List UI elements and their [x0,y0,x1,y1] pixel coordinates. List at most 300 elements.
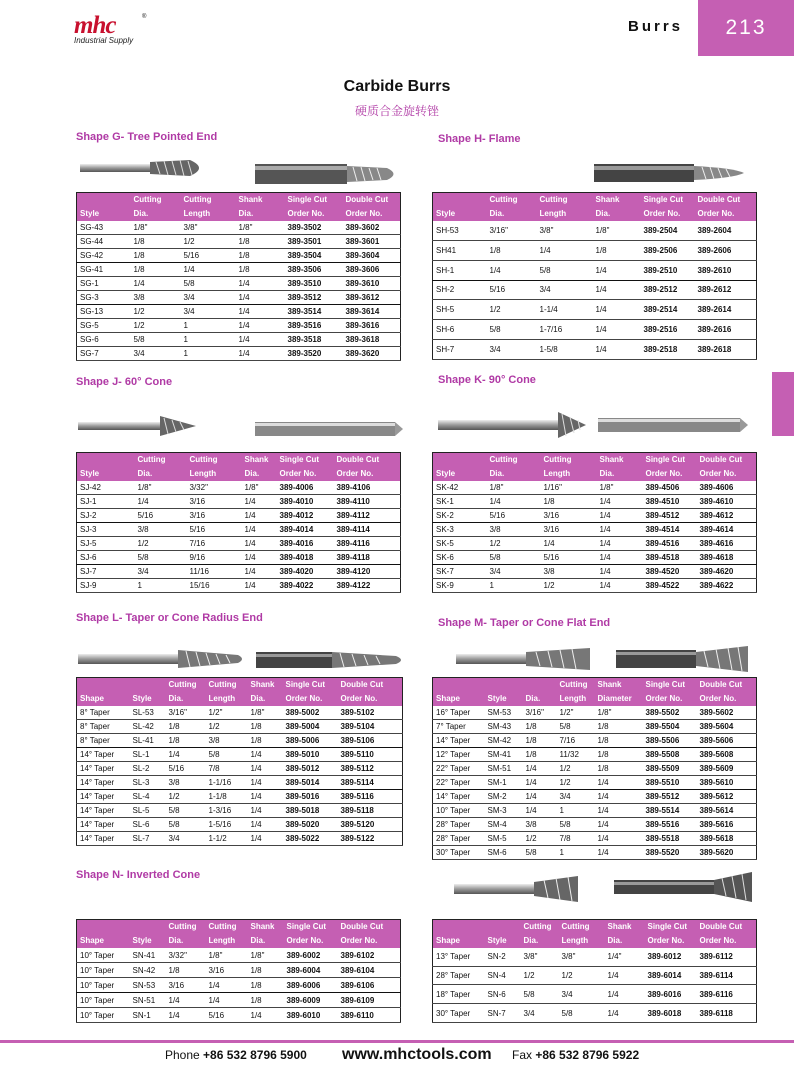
footer-divider [0,1040,794,1043]
table-row [433,734,757,748]
table-row [77,235,401,249]
table-cell: 5/16 [187,523,242,537]
table-cell: SK-5 [433,537,487,551]
table-cell: 1/2 [181,235,236,249]
table-cell: SK-6 [433,551,487,565]
table-cell: 389-6004 [284,963,338,978]
table-cell: 3/8" [537,221,593,240]
table-cell: 389-5512 [643,790,697,804]
table-cell: 389-5102 [338,706,403,720]
column-header-top: Single Cut [284,920,338,935]
table-cell: 1/8 [131,235,181,249]
table-row [77,790,403,804]
table-row [433,495,757,509]
table-cell: 3/8 [523,818,557,832]
table-cell: 389-6006 [284,978,338,993]
cone-90-shank-image [598,414,750,436]
table-cell: 10° Taper [77,993,130,1008]
table-cell: 1 [487,579,541,593]
table-cell: 1/4 [131,277,181,291]
table-cell: 389-3620 [343,347,401,361]
cone-90-burr-image [438,410,588,440]
table-cell: 389-3601 [343,235,401,249]
column-header-top: Shank [248,678,283,693]
table-cell: 28° Taper [433,832,485,846]
table-row [433,804,757,818]
column-header-top [433,920,485,935]
table-cell: 389-5002 [283,706,338,720]
table-cell: SL-6 [130,818,166,832]
table-row [433,320,757,340]
table-cell: 1/4 [248,790,283,804]
table-cell: 13° Taper [433,948,485,966]
table-cell: 389-3512 [285,291,343,305]
table-cell: 1/4 [242,537,277,551]
column-header: Dia. [166,934,206,948]
table-cell: SN-42 [130,963,166,978]
table-cell: 389-4106 [334,481,401,495]
column-header-top: Cutting [487,193,537,208]
column-header: Length [206,692,248,706]
table-cell: 3/16 [166,978,206,993]
table-row [433,706,757,720]
table-cell: 1/8 [595,734,643,748]
table-cell: 389-2614 [695,300,757,320]
table-cell: 1/2 [557,776,595,790]
table-cell: 389-5012 [283,762,338,776]
table-cell: 1/2 [559,966,605,985]
column-header: Dia. [135,467,187,481]
table-cell: 1/8 [131,249,181,263]
table-cell: 7/8 [206,762,248,776]
column-header-top [433,193,487,208]
table-cell: 7° Taper [433,720,485,734]
table-row [77,277,401,291]
table-cell: 389-4518 [643,551,697,565]
column-header-top: Double Cut [697,453,757,468]
table-cell: 1/4 [242,495,277,509]
column-header: Order No. [284,934,338,948]
table-cell: 389-5104 [338,720,403,734]
table-cell: 1/4 [181,263,236,277]
table-row [433,818,757,832]
table-cell: 389-6112 [697,948,757,966]
column-header-top: Cutting [557,678,595,693]
table-cell: 389-5609 [697,762,757,776]
table-cell: 5/8 [181,277,236,291]
footer-website[interactable]: www.mhctools.com [342,1046,492,1063]
table-cell: 389-4612 [697,509,757,523]
table-cell: 1/4 [236,305,285,319]
table-cell: SH-6 [433,320,487,340]
table-cell: 389-5016 [283,790,338,804]
table-cell: 1/4 [597,565,643,579]
table-cell: SL-2 [130,762,166,776]
table-cell: SH-2 [433,280,487,300]
table-row [77,1008,401,1023]
table-cell: 389-4520 [643,565,697,579]
table-cell: 1/4 [595,790,643,804]
table-cell: 1/4 [206,978,248,993]
table-cell: 389-6104 [338,963,401,978]
table-cell: 3/16 [187,495,242,509]
table-cell: 389-2516 [641,320,695,340]
column-header: Order No. [697,467,757,481]
table-cell: 389-2514 [641,300,695,320]
table-cell: SL-3 [130,776,166,790]
table-cell: 28° Taper [433,818,485,832]
table-cell: 5/16 [135,509,187,523]
table-cell: 389-4122 [334,579,401,593]
table-cell: 8° Taper [77,720,130,734]
table-cell: 1/2 [521,966,559,985]
table-cell: 389-3518 [285,333,343,347]
table-cell: 1/2 [131,305,181,319]
table-cell: 1/4 [242,523,277,537]
column-header-top: Cutting [166,920,206,935]
table-cell: 389-2618 [695,340,757,360]
table-cell: 1/8 [166,734,206,748]
table-cell: 30° Taper [433,1004,485,1023]
table-cell: 389-5514 [643,804,697,818]
table-cell: 5/16 [487,509,541,523]
table-cell: 389-3616 [343,319,401,333]
column-header: Style [130,692,166,706]
table-cell: 389-3502 [285,221,343,235]
column-header-top: Double Cut [338,678,403,693]
table-cell: SK-7 [433,565,487,579]
table-cell: 28° Taper [433,966,485,985]
table-cell: 1/2" [206,706,248,720]
column-header-top: Single Cut [277,453,334,468]
table-cell: 3/4 [557,790,595,804]
table-cell: SM-6 [485,846,523,860]
table-cell: 1/4 [487,260,537,280]
table-cell: 1-1/2 [206,832,248,846]
table-row [77,993,401,1008]
table-cell: 14° Taper [433,790,485,804]
table-cell: SM-5 [485,832,523,846]
table-cell: 3/4 [521,1004,559,1023]
table-cell: 1/8 [248,734,283,748]
column-header: Order No. [641,207,695,221]
column-header-top: Double Cut [343,193,401,208]
table-cell: 1/8 [248,963,284,978]
table-cell: 389-5114 [338,776,403,790]
table-cell: 22° Taper [433,762,485,776]
table-cell: 10° Taper [433,804,485,818]
column-header-top: Single Cut [643,453,697,468]
table-cell: 389-3612 [343,291,401,305]
table-row [77,221,401,235]
table-cell: 1/4 [597,579,643,593]
table-cell: 389-4010 [277,495,334,509]
table-cell: 1/8 [541,495,597,509]
table-cell: 389-5014 [283,776,338,790]
table-cell: 1/4 [597,537,643,551]
table-cell: 389-5602 [697,706,757,720]
table-cell: 1-1/16 [206,776,248,790]
column-header: Style [77,207,131,221]
table-cell: SL-5 [130,804,166,818]
table-cell: 11/16 [187,565,242,579]
table-cell: 3/16" [487,221,537,240]
table-cell: SH-7 [433,340,487,360]
column-header: Style [433,467,487,481]
table-row [433,240,757,260]
table-cell: 5/8 [131,333,181,347]
table-cell: SM-42 [485,734,523,748]
table-cell: 389-4610 [697,495,757,509]
column-header: Order No. [645,934,697,948]
table-row [433,509,757,523]
column-header: Dia. [248,934,284,948]
table-cell: SG-41 [77,263,131,277]
table-cell: 389-2512 [641,280,695,300]
table-cell: 1/4 [597,523,643,537]
table-cell: 1/4 [487,495,541,509]
table-cell: 1/4 [605,985,645,1004]
table-cell: 1/4 [593,300,641,320]
column-header-top: Double Cut [338,920,401,935]
table-cell: 1 [557,804,595,818]
table-row [77,579,401,593]
table-cell: 389-6009 [284,993,338,1008]
table-cell: 1/4 [166,1008,206,1023]
table-cell: 18° Taper [433,985,485,1004]
table-row [433,551,757,565]
table-cell: 1/8" [206,948,248,963]
table-cell: 389-3618 [343,333,401,347]
table-cell: 1/4 [597,495,643,509]
page-title: Carbide Burrs [343,78,451,95]
table-cell: 7/16 [187,537,242,551]
table-cell: SL-4 [130,790,166,804]
table-cell: 389-5006 [283,734,338,748]
table-cell: 1/8 [131,263,181,277]
table-cell: 7/8 [557,832,595,846]
table-cell: 389-4618 [697,551,757,565]
table-cell: SG-6 [77,333,131,347]
column-header: Order No. [277,467,334,481]
table-cell: 3/8 [131,291,181,305]
table-row [433,762,757,776]
column-header: Dia. [593,207,641,221]
column-header-top: Single Cut [285,193,343,208]
column-header-top [77,920,130,935]
table-cell: 1 [135,579,187,593]
table-cell: 389-3514 [285,305,343,319]
table-cell: SM-53 [485,706,523,720]
table-cell: 14° Taper [433,734,485,748]
table-cell: 1/8" [248,706,283,720]
shape-n-table [76,919,401,1023]
table-cell: 5/16 [181,249,236,263]
table-cell: 389-5606 [697,734,757,748]
table-cell: SL-53 [130,706,166,720]
table-cell: 389-5614 [697,804,757,818]
table-cell: 1-7/16 [537,320,593,340]
table-cell: 5/8 [523,846,557,860]
column-header: Length [541,467,597,481]
table-cell: 1 [557,846,595,860]
table-cell: 389-3506 [285,263,343,277]
column-header: Length [559,934,605,948]
table-cell: 1/2 [206,720,248,734]
table-cell: 389-4512 [643,509,697,523]
table-cell: 389-4614 [697,523,757,537]
table-cell: 5/8 [521,985,559,1004]
table-cell: SH-1 [433,260,487,280]
column-header-top: Single Cut [643,678,697,693]
section-title: Burrs [628,18,684,35]
column-header-top: Cutting [187,453,242,468]
table-cell: SJ-2 [77,509,135,523]
column-header-top: Cutting [206,678,248,693]
tree-pointed-burr-long-image [255,160,400,188]
table-row [433,340,757,360]
table-cell: 1 [181,347,236,361]
table-cell: 389-5506 [643,734,697,748]
table-row [433,948,757,966]
table-row [433,300,757,320]
column-header-top: Cutting [521,920,559,935]
table-row [433,537,757,551]
table-cell: 3/4 [559,985,605,1004]
column-header-top [77,193,131,208]
table-cell: 389-2612 [695,280,757,300]
table-cell: SN-2 [485,948,521,966]
table-cell: 1 [181,319,236,333]
table-cell: SK-1 [433,495,487,509]
table-row [433,260,757,280]
shape-m-table [432,677,757,860]
table-cell: 1/4 [523,762,557,776]
table-cell: 1/8" [595,706,643,720]
table-cell: 1/4 [206,993,248,1008]
table-cell: 1/4 [593,320,641,340]
table-cell: 14° Taper [77,790,130,804]
table-cell: 1/4 [523,776,557,790]
table-cell: 3/8" [559,948,605,966]
table-cell: 1/8 [595,762,643,776]
table-cell: 1/8" [487,481,541,495]
table-cell: 1/2" [557,706,595,720]
table-cell: 1/8" [248,948,284,963]
table-cell: 389-4510 [643,495,697,509]
table-cell: 1/2 [131,319,181,333]
table-cell: 389-4012 [277,509,334,523]
table-cell: 389-4110 [334,495,401,509]
table-cell: 389-4114 [334,523,401,537]
side-tab-marker [772,372,794,436]
column-header: Order No. [334,467,401,481]
table-cell: 389-5608 [697,748,757,762]
table-row [77,551,401,565]
table-cell: 1/4 [236,333,285,347]
table-cell: SK-9 [433,579,487,593]
table-cell: 22° Taper [433,776,485,790]
column-header: Order No. [338,934,401,948]
table-cell: 389-5504 [643,720,697,734]
table-cell: 389-5612 [697,790,757,804]
table-cell: 389-5116 [338,790,403,804]
table-row [77,509,401,523]
table-cell: 389-4516 [643,537,697,551]
table-cell: 389-4018 [277,551,334,565]
table-cell: 389-4006 [277,481,334,495]
table-cell: 389-6018 [645,1004,697,1023]
table-cell: 1/4 [597,509,643,523]
table-cell: SG-1 [77,277,131,291]
table-cell: 1/8" [593,221,641,240]
table-row [433,846,757,860]
column-header: Dia. [131,207,181,221]
column-header: Dia. [597,467,643,481]
shape-j-table [76,452,401,593]
table-cell: 389-4622 [697,579,757,593]
table-cell: 389-6002 [284,948,338,963]
shape-h-table [432,192,757,360]
table-cell: 389-5604 [697,720,757,734]
shape-h-title: Shape H- Flame [438,133,521,145]
column-header-top: Shank [597,453,643,468]
table-cell: 389-3504 [285,249,343,263]
footer-phone [165,1048,307,1062]
table-cell: 5/8 [135,551,187,565]
table-cell: 1/8" [131,221,181,235]
table-cell: 8° Taper [77,734,130,748]
column-header-top [485,678,523,693]
table-cell: SH-5 [433,300,487,320]
table-row [77,762,403,776]
table-cell: 3/16" [166,706,206,720]
table-cell: 389-5122 [338,832,403,846]
cone-60-shank-image [255,418,405,440]
table-cell: 389-5616 [697,818,757,832]
table-cell: 1/4 [537,240,593,260]
table-cell: 10° Taper [77,1008,130,1023]
taper-radius-burr-long-image [256,648,406,672]
column-header-top [485,920,521,935]
table-cell: 1/8 [236,249,285,263]
table-cell: 389-5516 [643,818,697,832]
table-cell: 1/2 [557,762,595,776]
table-row [77,305,401,319]
column-header-top: Shank [605,920,645,935]
table-cell: 3/8" [181,221,236,235]
table-row [77,748,403,762]
table-cell: 389-5610 [697,776,757,790]
table-cell: 389-4016 [277,537,334,551]
column-header-top: Cutting [541,453,597,468]
table-cell: 1 [181,333,236,347]
table-cell: 389-2610 [695,260,757,280]
table-row [433,221,757,240]
table-cell: 389-3606 [343,263,401,277]
table-cell: SG-3 [77,291,131,305]
table-cell: 389-4022 [277,579,334,593]
logo-subtitle: Industrial Supply [74,36,134,45]
column-header-top: Double Cut [697,920,757,935]
column-header-top [130,678,166,693]
table-cell: 389-5509 [643,762,697,776]
table-cell: 389-6114 [697,966,757,985]
column-header-top [433,678,485,693]
column-header-top: Shank [242,453,277,468]
table-cell: SM-43 [485,720,523,734]
table-cell: SN-4 [485,966,521,985]
